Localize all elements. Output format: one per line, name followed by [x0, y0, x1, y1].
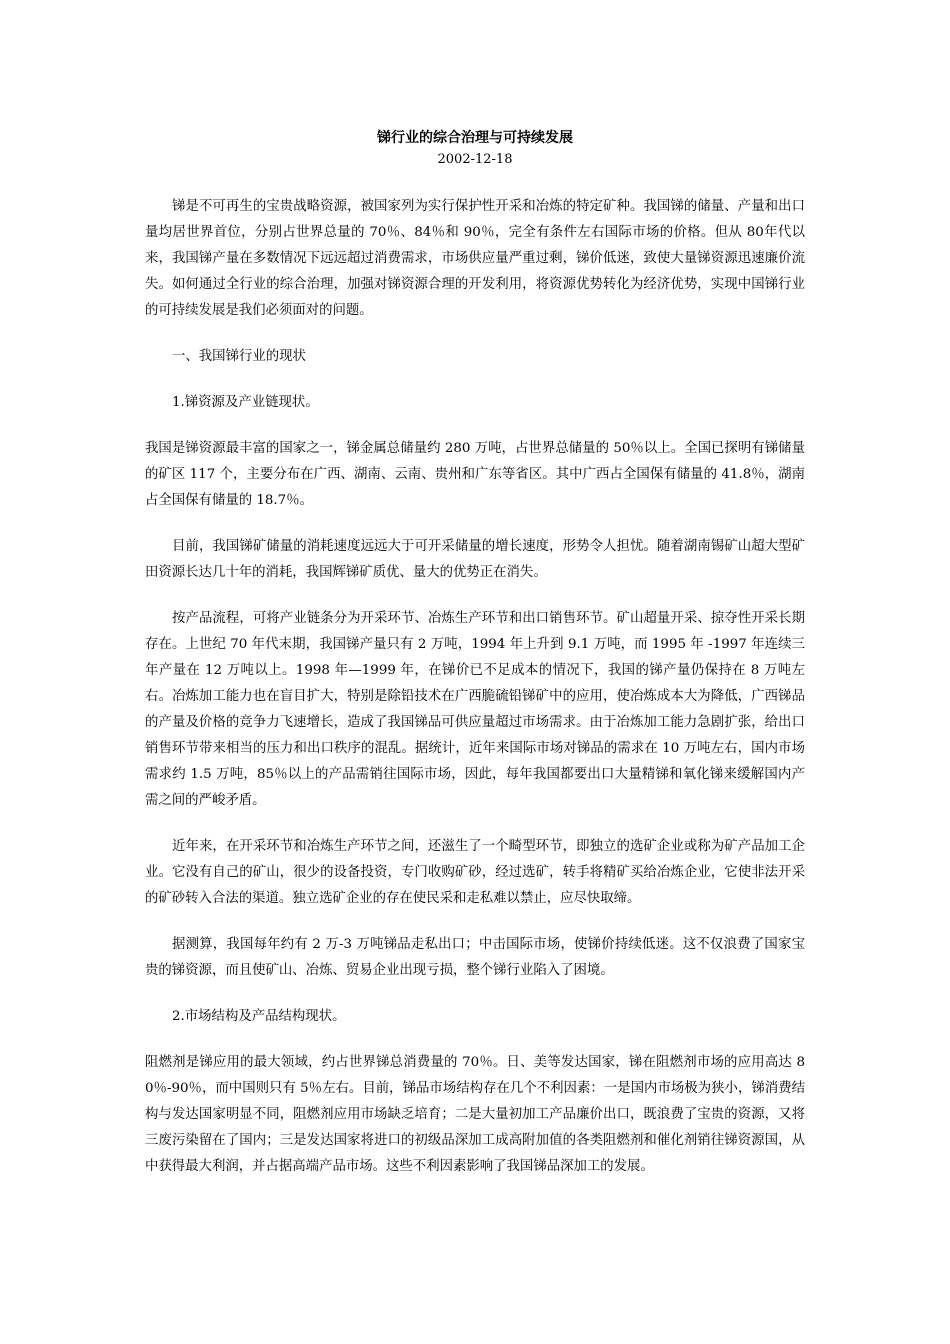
body-paragraph: 我国是锑资源最丰富的国家之一，锑金属总储量约 280 万吨，占世界总储量的 50％以上。全国已探明有锑储量的矿区 117 个，主要分布在广西、湖南、云南、贵州和广东等省区。其中广西占全国保有储量的 41.8％，湖南占全国保有储量的 18.7％。: [145, 441, 805, 508]
article-title: 锑行业的综合治理与可持续发展: [377, 130, 573, 146]
article-date: 2002-12-18: [437, 152, 513, 167]
body-paragraph: 近年来，在开采环节和冶炼生产环节之间，还滋生了一个畸型环节，即独立的选矿企业或称为矿产品加工企业。它没有自己的矿山，很少的设备投资，专门收购矿砂，经过选矿，转手将精矿买给冶炼企业，它使非法开采的矿砂转入合法的渠道。独立选矿企业的存在使民采和走私难以禁止，应尽快取缔。: [145, 839, 805, 906]
intro-paragraph: 锑是不可再生的宝贵战略资源，被国家列为实行保护性开采和冶炼的特定矿种。我国锑的储量、产量和出口量均居世界首位，分别占世界总量的 70％、84％和 90％，完全有条件左右国际市场的价格。但从 80年代以来，我国锑产量在多数情况下远远超过消费需求，市场供应量严重过剩，锑价低迷，致使大量锑资源迅速廉价流失。如何通过全行业的综合治理，加强对锑资源合理的开发利用，将资源优势转化为经济优势，实现中国锑行业的可持续发展是我们必须面对的问题。: [145, 199, 805, 318]
section-heading: 一、我国锑行业的现状: [172, 349, 306, 364]
body-paragraph: 阻燃剂是锑应用的最大领域，约占世界锑总消费量的 70％。日、美等发达国家，锑在阻燃剂市场的应用高达 80％-90％，而中国则只有 5％左右。目前，锑品市场结构存在几个不利因素：一是国内市场极为狭小，锑消费结构与发达国家明显不同，阻燃剂应用市场缺乏培育；二是大量初加工产品廉价出口，既浪费了宝贵的资源，又将三废污染留在了国内；三是发达国家将进口的初级品深加工成高附加值的各类阻燃剂和催化剂销往锑资源国，从中获得最大利润，并占据高端产品市场。这些不利因素影响了我国锑品深加工的发展。: [145, 1055, 805, 1174]
subsection-heading: 2.市场结构及产品结构现状。: [172, 1009, 346, 1024]
body-paragraph: 据测算，我国每年约有 2 万-3 万吨锑品走私出口；中击国际市场，使锑价持续低迷。这不仅浪费了国家宝贵的锑资源，而且使矿山、冶炼、贸易企业出现亏损，整个锑行业陷入了困境。: [145, 937, 805, 978]
body-paragraph: 目前，我国锑矿储量的消耗速度远远大于可开采储量的增长速度，形势令人担忧。随着湖南锡矿山超大型矿田资源长达几十年的消耗，我国辉锑矿质优、量大的优势正在消失。: [145, 539, 805, 580]
body-paragraph: 按产品流程，可将产业链条分为开采环节、冶炼生产环节和出口销售环节。矿山超量开采、掠夺性开采长期存在。上世纪 70 年代末期，我国锑产量只有 2 万吨，1994 年上升到 9.1 万吨，而 1995 年 -1997 年连续三年产量在 12 万吨以上。1998 年—1999 年，在锑价已不足成本的情况下，我国的锑产量仍保持在 8 万吨左右。冶炼加工能力也在盲目扩大，特别是除铅技术在广西脆硫铅锑矿中的应用，使冶炼成本大为降低，广西锑品的产量及价格的竞争力飞速增长，造成了我国锑品可供应量超过市场需求。由于冶炼加工能力急剧扩张，给出口销售环节带来相当的压力和出口秩序的混乱。据统计，近年来国际市场对锑品的需求在 10 万吨左右，国内市场需求约 1.5 万吨，85％以上的产品需销往国际市场，因此，每年我国都要出口大量精锑和氧化锑来缓解国内产需之间的严峻矛盾。: [145, 611, 805, 808]
subsection-heading: 1.锑资源及产业链现状。: [172, 395, 319, 410]
document-page: [145, 120, 805, 1180]
